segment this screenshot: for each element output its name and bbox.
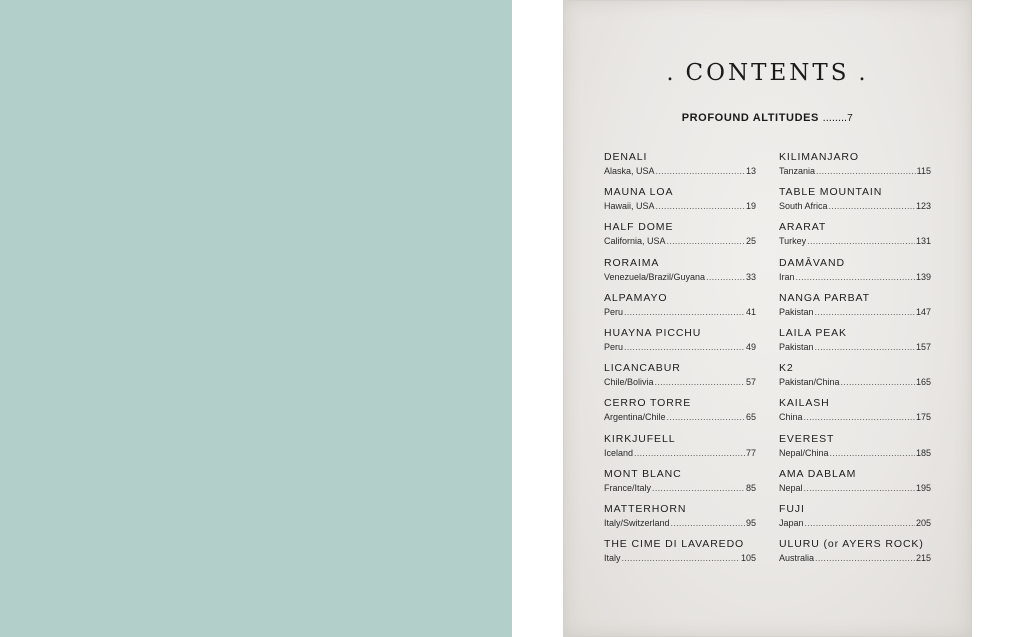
entry-page-number: 215 (915, 553, 931, 564)
section-label: PROFOUND ALTITUDES (681, 112, 819, 124)
entry-line (604, 516, 756, 530)
dot-leader (815, 305, 915, 319)
entry-name: FUJI (779, 502, 805, 515)
entry-line (604, 199, 756, 213)
entry-name: HALF DOME (604, 221, 674, 234)
dot-leader (622, 551, 740, 565)
entry-location: China (779, 412, 803, 423)
entry-page-number: 195 (915, 482, 931, 493)
entry-name: AMA DABLAM (779, 467, 857, 480)
entry-location: Chile/Bolivia (604, 377, 654, 388)
toc-entry (604, 220, 756, 255)
toc-entry (604, 185, 756, 220)
section-heading (563, 112, 972, 124)
toc-entry (779, 220, 931, 255)
dot-leader (656, 164, 745, 178)
entry-page-number: 185 (915, 447, 931, 458)
entry-name: KAILASH (779, 397, 830, 410)
section-leader: ........ (822, 112, 848, 124)
toc-entry (779, 150, 931, 185)
entry-line (604, 446, 756, 460)
entry-page-number: 131 (915, 236, 931, 247)
entry-location: Tanzania (779, 166, 816, 176)
entry-line (779, 340, 931, 354)
dot-leader (706, 270, 745, 284)
entry-location: Nepal (779, 482, 803, 493)
toc-entry (604, 326, 756, 361)
entry-line (604, 551, 756, 565)
dot-leader (829, 199, 915, 213)
entry-location: Hawaii, USA (604, 201, 655, 212)
toc-entry (604, 432, 756, 467)
entry-page-number: 77 (745, 447, 756, 458)
entry-line (779, 516, 931, 530)
entry-name: ALPAMAYO (604, 291, 668, 304)
toc-entry (779, 432, 931, 467)
entry-location: Pakistan/China (779, 377, 840, 388)
entry-name: ULURU (or AYERS ROCK) (779, 538, 924, 551)
entry-page-number: 175 (915, 412, 931, 423)
entry-name: EVEREST (779, 432, 835, 445)
dot-leader (624, 340, 745, 354)
toc-entry (604, 256, 756, 291)
entry-location: Alaska, USA (604, 166, 655, 176)
entry-line (779, 199, 931, 213)
entry-line (604, 305, 756, 319)
entry-line (779, 446, 931, 460)
entry-location: Pakistan (779, 341, 814, 352)
entry-line (604, 410, 756, 424)
toc-entry (604, 291, 756, 326)
entry-location: Venezuela/Brazil/Guyana (604, 271, 706, 282)
entry-location: California, USA (604, 236, 666, 247)
entry-name: CERRO TORRE (604, 397, 692, 410)
entry-location: France/Italy (604, 482, 652, 493)
entry-line (779, 164, 931, 178)
entry-name: MAUNA LOA (604, 186, 674, 199)
entry-line (604, 340, 756, 354)
entry-name: K2 (779, 362, 794, 375)
entry-name: DENALI (604, 151, 648, 163)
entry-name: MONT BLANC (604, 467, 682, 480)
entry-location: Turkey (779, 236, 807, 247)
entry-line (604, 234, 756, 248)
entry-page-number: 205 (915, 517, 931, 528)
dot-leader (816, 164, 916, 178)
entry-location: Iceland (604, 447, 634, 458)
entry-page-number: 19 (745, 201, 756, 212)
entry-page-number: 139 (915, 271, 931, 282)
entry-page-number: 33 (745, 271, 756, 282)
entry-line (604, 375, 756, 389)
entry-page-number: 123 (915, 201, 931, 212)
dot-leader (634, 446, 745, 460)
entry-line (779, 551, 931, 565)
entry-page-number: 13 (745, 166, 756, 176)
dot-leader (667, 410, 745, 424)
entry-page-number: 157 (915, 341, 931, 352)
contents-page (563, 0, 972, 637)
entry-page-number: 57 (745, 377, 756, 388)
dot-leader (796, 270, 915, 284)
toc-entry (604, 361, 756, 396)
entry-name: MATTERHORN (604, 502, 687, 515)
entry-name: TABLE MOUNTAIN (779, 186, 883, 199)
toc-entry (779, 326, 931, 361)
toc-entry (779, 291, 931, 326)
toc-entry (779, 467, 931, 502)
dot-leader (830, 446, 915, 460)
entry-name: KILIMANJARO (779, 151, 859, 163)
entry-name: ARARAT (779, 221, 827, 234)
entry-line (779, 410, 931, 424)
dot-leader (652, 481, 745, 495)
entry-name: THE CIME DI LAVAREDO (604, 538, 745, 551)
entry-name: NANGA PARBAT (779, 291, 870, 304)
dot-leader (807, 234, 915, 248)
contents-column-left (604, 150, 756, 572)
contents-column-right (779, 150, 931, 572)
entry-line (604, 270, 756, 284)
entry-location: Nepal/China (779, 447, 829, 458)
dot-leader (804, 410, 915, 424)
toc-entry (604, 150, 756, 185)
toc-entry (604, 396, 756, 431)
entry-page-number: 95 (745, 517, 756, 528)
dot-leader (815, 551, 915, 565)
entry-line (604, 481, 756, 495)
entry-page-number: 25 (745, 236, 756, 247)
dot-leader (804, 481, 915, 495)
entry-page-number: 65 (745, 412, 756, 423)
entry-page-number: 41 (745, 306, 756, 317)
entry-line (779, 234, 931, 248)
entry-location: South Africa (779, 201, 828, 212)
entry-name: KIRKJUFELL (604, 432, 676, 445)
dot-leader (656, 199, 745, 213)
entry-name: HUAYNA PICCHU (604, 326, 702, 339)
toc-entry (604, 502, 756, 537)
entry-page-number: 49 (745, 341, 756, 352)
title-text: CONTENTS (685, 60, 850, 86)
entry-line (779, 270, 931, 284)
entry-location: Argentina/Chile (604, 412, 666, 423)
dot-leader (805, 516, 915, 530)
entry-page-number: 85 (745, 482, 756, 493)
dot-leader (841, 375, 915, 389)
dot-leader (815, 340, 915, 354)
toc-entry (604, 537, 756, 572)
toc-entry (779, 537, 931, 572)
toc-entry (604, 467, 756, 502)
toc-entry (779, 185, 931, 220)
dot-leader (671, 516, 745, 530)
title-dot-left: . (666, 61, 677, 86)
entry-name: RORAIMA (604, 256, 660, 269)
section-page: 7 (847, 113, 854, 124)
entry-location: Australia (779, 553, 815, 564)
dot-leader (624, 305, 745, 319)
toc-entry (779, 361, 931, 396)
entry-page-number: 115 (916, 166, 931, 176)
entry-line (779, 305, 931, 319)
entry-line (779, 481, 931, 495)
entry-name: LICANCABUR (604, 362, 681, 375)
toc-entry (779, 502, 931, 537)
entry-page-number: 105 (740, 553, 756, 564)
page-title (563, 60, 972, 86)
dot-leader (655, 375, 745, 389)
entry-location: Japan (779, 517, 804, 528)
entry-location: Italy (604, 553, 621, 564)
entry-line (779, 375, 931, 389)
entry-page-number: 147 (915, 306, 931, 317)
entry-location: Pakistan (779, 306, 814, 317)
entry-location: Peru (604, 341, 624, 352)
toc-entry (779, 256, 931, 291)
entry-location: Iran (779, 271, 795, 282)
entry-location: Italy/Switzerland (604, 517, 670, 528)
entry-location: Peru (604, 306, 624, 317)
entry-name: LAILA PEAK (779, 326, 847, 339)
dot-leader (667, 234, 745, 248)
entry-page-number: 165 (915, 377, 931, 388)
toc-entry (779, 396, 931, 431)
entry-name: DAMĀVAND (779, 256, 845, 269)
entry-line (604, 164, 756, 178)
title-dot-right: . (858, 61, 869, 86)
